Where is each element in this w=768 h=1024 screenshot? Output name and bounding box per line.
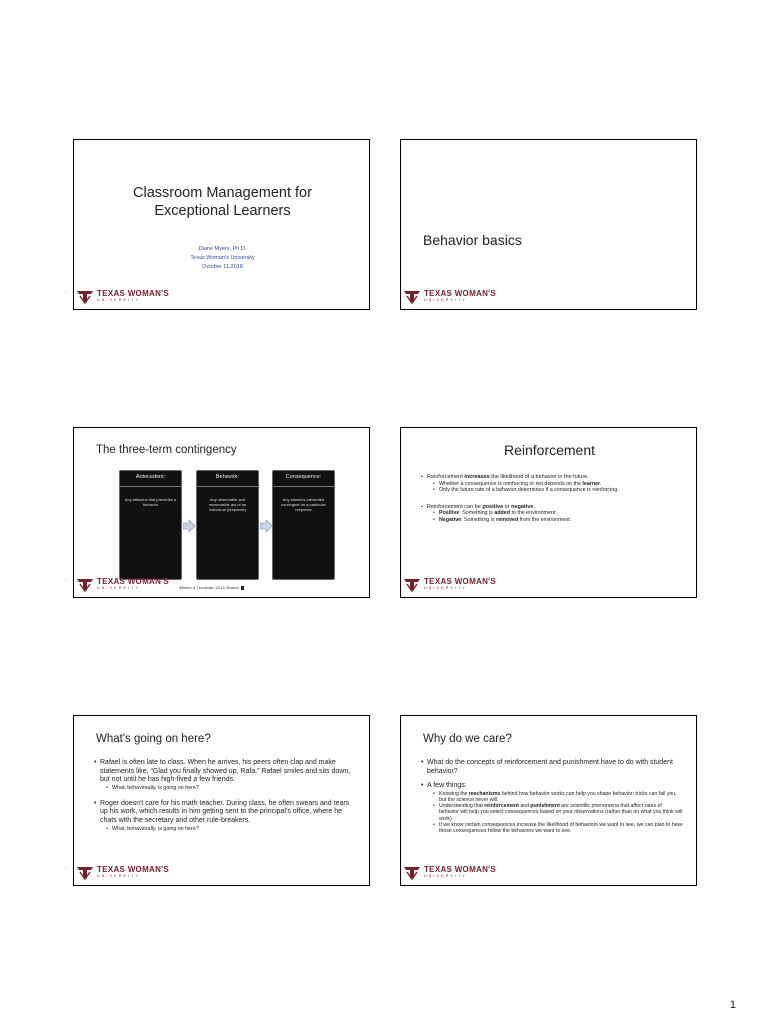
university: Texas Woman's University [190,255,255,261]
antecedent-box [119,470,182,580]
author: Diane Myers, Ph.D. [198,246,247,252]
logo-line-2: UNIVERSITY [424,298,468,302]
twu-logo [76,865,169,883]
list-item: • What do the concepts of reinforcement and punishment have to do with student behavior? [421,759,683,776]
twu-emblem-icon [76,289,94,304]
list-item: • Positive: Something is added to the environment. [433,510,686,517]
list-item: • Whether a consequence is reinforcing or not depends on the learner. [433,481,686,488]
slide-5-title: What's going on here? [96,733,211,745]
logo-line-1: TEXAS WOMAN'S [97,577,170,586]
logo-line-1: TEXAS WOMAN'S [424,865,497,874]
logo-line-2: UNIVERSITY [97,298,141,302]
slide-2-title: Behavior basics [423,232,522,248]
box-heading: Consequence: [273,471,334,487]
citation [179,585,244,590]
list-item: • Roger doesn't care for his math teacher. During class, he often swears and tears up his work, which results in him getting sent to the principal's office, where he chats with the secretary and other rule-breakers. • What, behaviorally, is going on here? [94,800,354,833]
logo-line-1: TEXAS WOMAN'S [424,289,497,298]
logo-line-1: TEXAS WOMAN'S [97,865,170,874]
title-line-2: Exceptional Learners [154,203,291,219]
list-item: • Negative: Something is removed from the environment. [433,517,686,524]
list-item: • Reinforcement increases the likelihood of a behavior in the future. • Whether a consequence is reinforcing or not depends on the learner. • Only the future rate of a behavior determines if a consequence is reinforcing. [421,474,686,494]
list-item: • Rafael is often late to class. When he arrives, his peers often clap and make statements like, “Glad you finally showed up, Rafa.” Rafael smiles and sits down, but not until he has high-fived a few friends. • What, behaviorally, is going on here? [94,759,354,792]
list-item: • Only the future rate of a behavior determines if a consequence is reinforcing. [433,487,686,494]
why-care-bullets [421,759,683,834]
logo-line-1: TEXAS WOMAN'S [424,577,497,586]
twu-logo [403,865,496,883]
slide-1 [73,139,370,310]
slide-6-title: Why do we care? [423,733,512,745]
twu-emblem-icon [403,289,421,304]
slide-1-meta [74,245,370,272]
consequence-box [272,470,335,580]
citation-text: Alberto & Troutman, 2013; Brandt [179,585,239,590]
slide-6 [400,715,697,886]
scenario-bullets [94,759,354,833]
list-item: • Reinforcement can be positive or negative. • Positive: Something is added to the environment. • Negative: Something is removed from the environment. [421,504,686,524]
twu-logo [403,289,496,307]
list-item: • What, behaviorally, is going on here? [106,826,354,833]
list-item: • If we know certain consequences increase the likelihood of behaviors we want to see, we can plan to have those consequences follow the behaviors we want to see. [433,822,683,834]
twu-emblem-icon [403,865,421,880]
right-arrow-icon [183,520,195,532]
right-arrow-icon [260,520,272,532]
slide-1-title [74,184,370,220]
twu-emblem-icon [76,865,94,880]
logo-line-2: UNIVERSITY [424,874,468,878]
logo-line-1: TEXAS WOMAN'S [97,289,170,298]
twu-emblem-icon [403,577,421,592]
box-body: Any stimulus that precedes a behavior [124,497,177,507]
slide-5 [73,715,370,886]
list-item: • A few things: • Knowing the mechanisms behind how behavior works can help you shape behavior: tricks can fail you, but the science never will. • Understanding that reinforcement and punishment are scientific phenomena that affect rates of behavior will help you select consequences based on your observations (rather than on what you think will work). • If we know certain consequences increase the likelihood of behaviors we want to see, we can plan to have those consequences follow the behaviors we want to see. [421,782,683,834]
list-item: • What, behaviorally, is going on here? [106,785,354,792]
slide-3 [73,427,370,598]
list-item: • Knowing the mechanisms behind how behavior works can help you shape behavior: tricks can fail you, but the science never will. [433,791,683,803]
logo-line-2: UNIVERSITY [97,586,141,590]
reinforcement-bullets [421,474,686,524]
twu-logo [76,289,169,307]
list-item: • Understanding that reinforcement and punishment are scientific phenomena that affect rates of behavior will help you select consequences based on your observations (rather than on what you think will work). [433,803,683,822]
page-number: 1 [729,999,736,1011]
twu-logo [403,577,496,595]
flag-icon [241,586,244,590]
slide-4 [400,427,697,598]
logo-line-2: UNIVERSITY [424,586,468,590]
box-body: Any observable and measurable act of an individual (response) [208,497,247,512]
twu-logo [76,577,169,595]
date: October 11,2018 [202,264,243,270]
twu-emblem-icon [76,577,94,592]
box-heading: Behavior: [197,471,258,487]
logo-line-2: UNIVERSITY [97,874,141,878]
slide-4-title: Reinforcement [503,442,596,458]
box-body: Any stimulus presented contingent on a particular response [281,497,326,512]
title-line-1: Classroom Management for [133,185,312,201]
slide-2 [400,139,697,310]
behavior-box [196,470,259,580]
box-heading: Antecedent: [120,471,181,487]
slide-3-title: The three-term contingency [96,444,237,456]
